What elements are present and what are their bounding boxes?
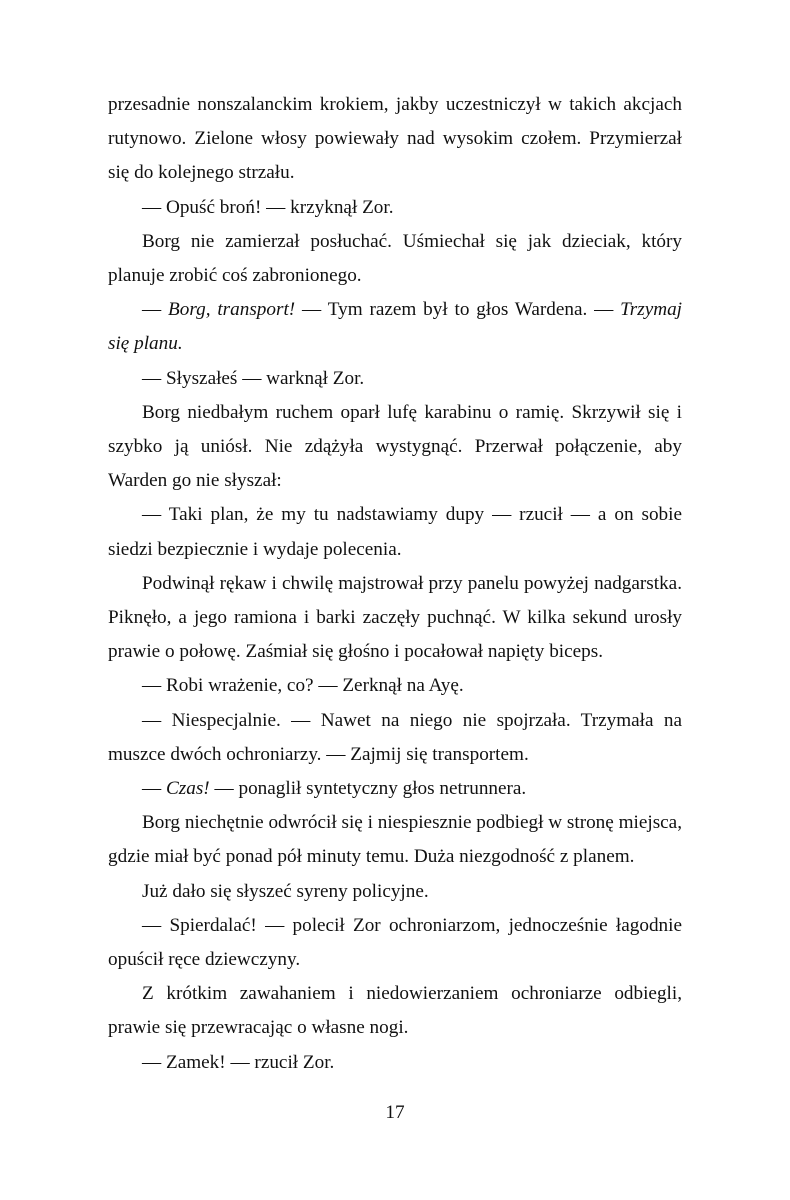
text-run: — Słyszałeś — warknął Zor. xyxy=(142,367,365,389)
paragraph xyxy=(108,225,682,293)
text-run: — Zamek! — rzucił Zor. xyxy=(142,1051,335,1073)
text-run: Borg niedbałym ruchem oparł lufę karabinu o ramię. Skrzywił się i szybko ją uniósł. Nie zdążyła wystygnąć. Przerwał połączenie, aby Warden go nie słyszał: xyxy=(108,401,682,492)
paragraph xyxy=(108,293,682,361)
italic-run: Trzymaj się planu. xyxy=(108,299,683,355)
italic-run: Czas! xyxy=(165,778,210,800)
paragraph xyxy=(108,396,682,499)
paragraph xyxy=(108,88,682,191)
italic-run: Borg, transport! xyxy=(168,299,296,321)
text-run: — Spierdalać! — polecił Zor ochroniarzom, jednocześnie łagodnie opuścił ręce dziewczyny. xyxy=(108,914,682,971)
paragraph xyxy=(108,772,682,806)
text-run: Podwinął rękaw i chwilę majstrował przy panelu powyżej nadgarstka. Piknęło, a jego ramiona i barki zaczęły puchnąć. W kilka sekund urosły prawie o połowę. Zaśmiał się głośno i pocałował napięty biceps. xyxy=(108,572,682,663)
paragraph xyxy=(108,1046,682,1080)
paragraph xyxy=(108,362,682,396)
text-run: — Niespecjalnie. — Nawet na niego nie spojrzała. Trzymała na muszce dwóch ochroniarzy. — Zajmij się transportem. xyxy=(108,709,682,765)
paragraph xyxy=(108,875,682,909)
text-run: — ponaglił syntetyczny głos netrunnera. xyxy=(209,778,527,800)
text-run: — Tym razem był to głos Wardena. — xyxy=(295,299,621,321)
paragraph xyxy=(108,977,682,1045)
text-run: przesadnie nonszalanckim krokiem, jakby uczestniczył w takich akcjach rutynowo. Zielone włosy powiewały nad wysokim czołem. Przymierzał się do kolejnego strzału. xyxy=(108,94,682,184)
page-text-block xyxy=(108,88,682,1080)
text-run: Już dało się słyszeć syreny policyjne. xyxy=(142,880,429,902)
text-run: — Opuść broń! — krzyknął Zor. xyxy=(142,196,394,218)
text-run: Borg niechętnie odwrócił się i niespiesznie podbiegł w stronę miejsca, gdzie miał być ponad pół minuty temu. Duża niezgodność z planem. xyxy=(108,812,682,868)
text-run: — xyxy=(142,299,169,321)
text-run: — xyxy=(142,778,166,800)
paragraph xyxy=(108,704,682,772)
paragraph xyxy=(108,909,682,977)
text-run: — Robi wrażenie, co? — Zerknął na Ayę. xyxy=(142,675,464,697)
paragraph xyxy=(108,669,682,703)
text-run: Z krótkim zawahaniem i niedowierzaniem ochroniarze odbiegli, prawie się przewracając o własne nogi. xyxy=(108,983,682,1039)
paragraph xyxy=(108,498,682,566)
paragraph xyxy=(108,806,682,874)
text-run: Borg nie zamierzał posłuchać. Uśmiechał się jak dzieciak, który planuje zrobić coś zabronionego. xyxy=(108,230,682,287)
paragraph xyxy=(108,567,682,670)
page-number: 17 xyxy=(385,1102,405,1123)
text-run: — Taki plan, że my tu nadstawiamy dupy — rzucił — a on sobie siedzi bezpiecznie i wydaje polecenia. xyxy=(108,504,682,560)
paragraph xyxy=(108,191,682,225)
